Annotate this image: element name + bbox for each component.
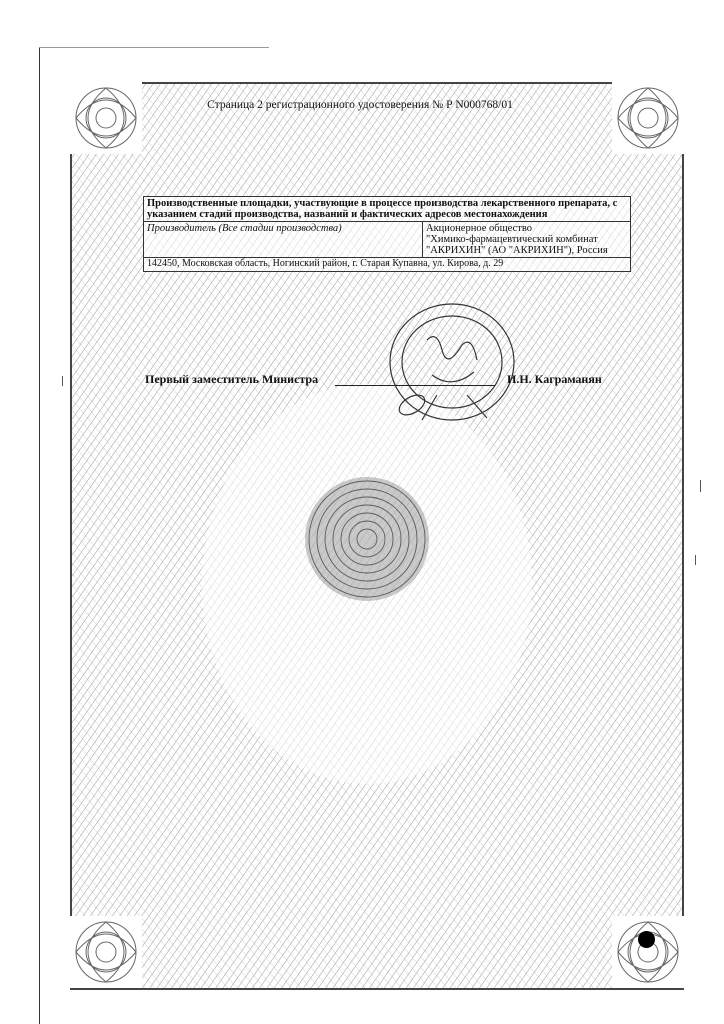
signatory-name: И.Н. Каграманян [507,372,602,386]
manufacturer-name [423,222,631,258]
corner-rosette-icon [612,916,684,988]
page-header: Страница 2 регистрационного удостоверения № Р N000768/01 [207,99,513,111]
signatory-title: Первый заместитель Министра [145,372,319,386]
punch-hole-dot [638,931,655,948]
manufacturer-label: Производитель (Все стадии производства) [144,222,423,258]
margin-tick [700,480,701,492]
corner-rosette-icon [70,916,142,988]
manufacturer-name-line: Акционерное общество [426,223,532,235]
manufacturer-address: 142450, Московская область, Ногинский район, г. Старая Купавна, ул. Кирова, д. 29 [144,258,631,272]
corner-rosette-icon [70,82,142,154]
margin-tick [62,376,63,386]
top-margin-line [39,47,269,48]
left-margin-line [39,48,40,1024]
manufacturer-name-line: "АКРИХИН" (АО "АКРИХИН"), Россия [426,245,608,257]
production-sites-table [143,196,631,272]
manufacturer-name-line: "Химико-фармацевтический комбинат [426,234,598,246]
table-title: Производственные площадки, участвующие в процессе производства лекарственного препарата, с указанием стадий производства, названий и фактических адресов местонахождения [144,197,631,222]
margin-tick [695,555,696,565]
signature-line [335,385,495,386]
official-seal-icon [382,300,522,435]
corner-rosette-icon [612,82,684,154]
